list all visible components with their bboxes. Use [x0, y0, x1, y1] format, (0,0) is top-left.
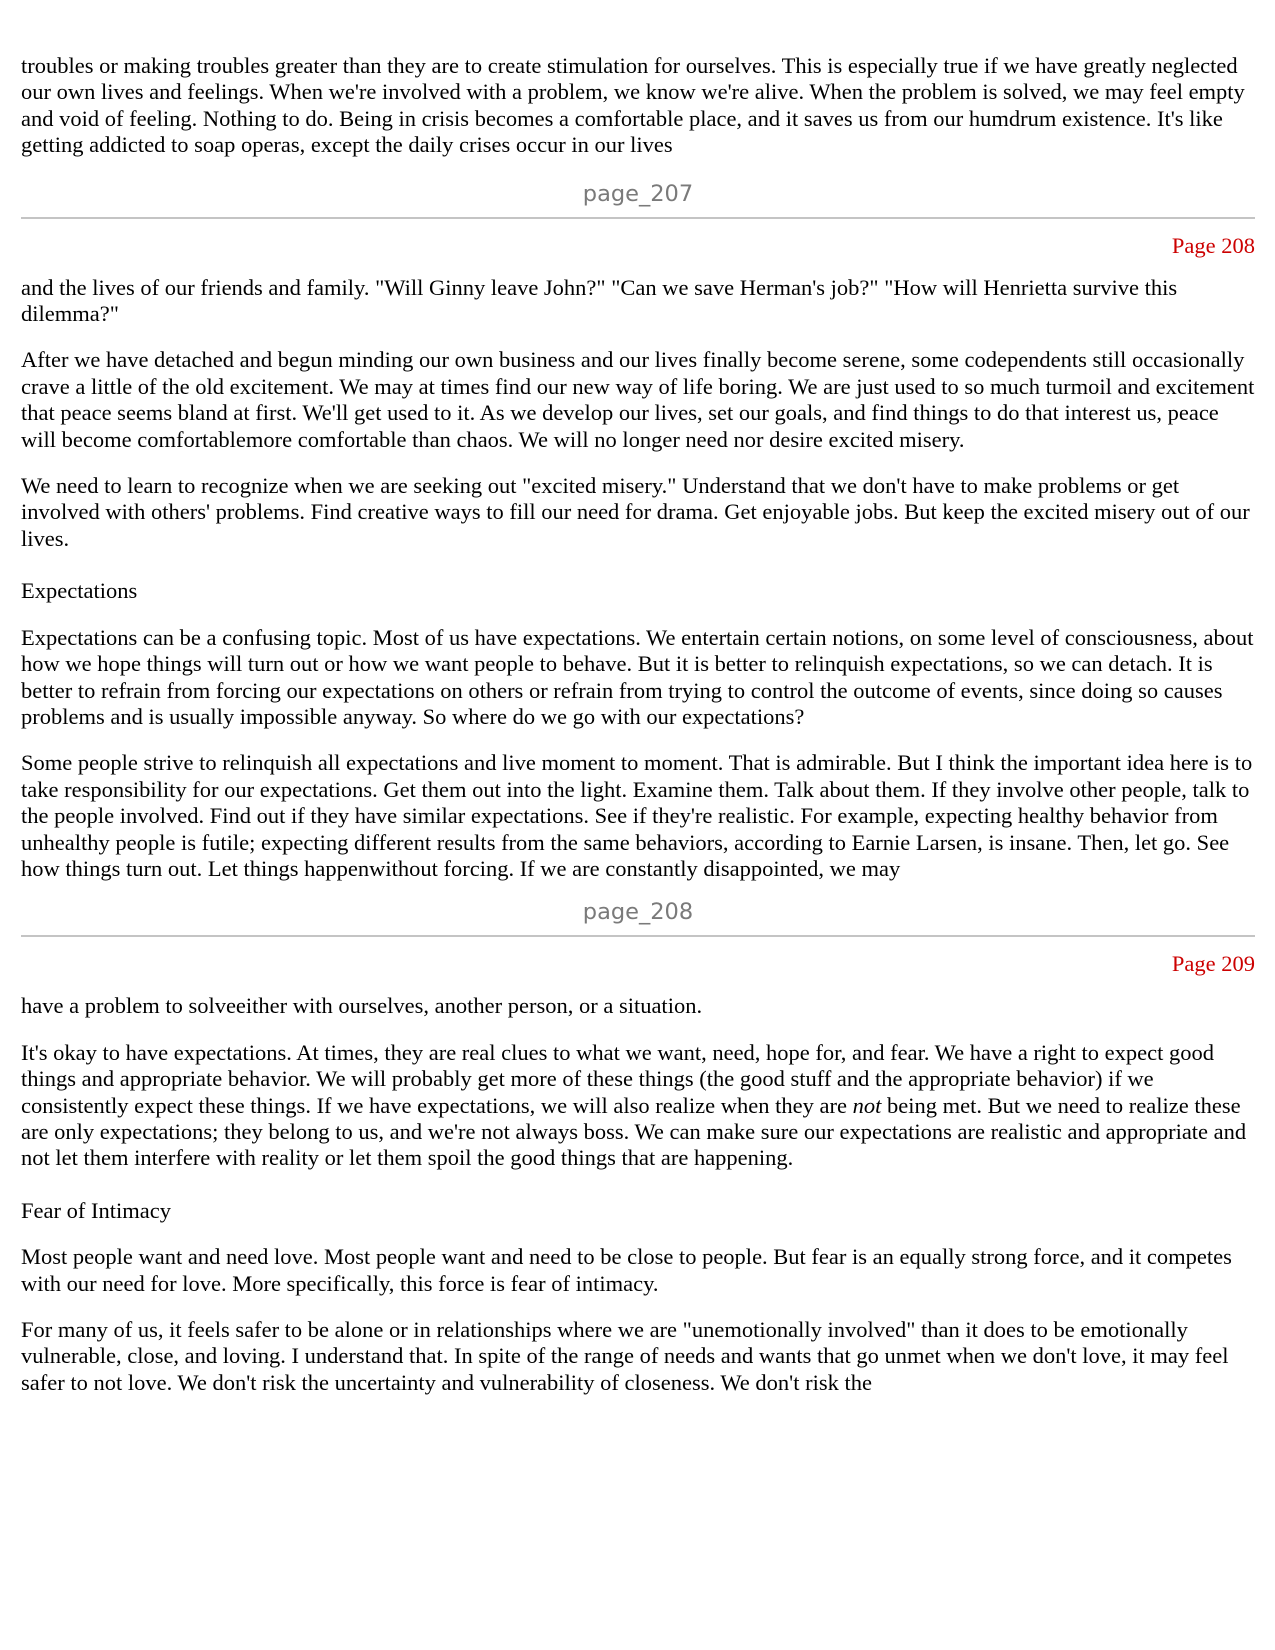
- paragraph-p208-2: After we have detached and begun minding our own business and our lives finally become serene, some codependents still occasionally crave a little of the old excitement. We may at times find our new way of life boring. We are just used to so much turmoil and excitement that peace seems bland at first. We'll get used to it. As we develop our lives, set our goals, and find things to do that interest us, peace will become comfortablemore comfortable than chaos. We will no longer need nor desire excited misery.: [21, 347, 1255, 452]
- document-page: [21, 53, 1255, 1396]
- paragraph-p209-3: Most people want and need love. Most people want and need to be close to people. But fear is an equally strong force, and it competes with our need for love. More specifically, this force is fear of intimacy.: [21, 1244, 1232, 1296]
- paragraph-p208-4: Expectations can be a confusing topic. Most of us have expectations. We entertain certain notions, on some level of consciousness, about how we hope things will turn out or how we want people to behave. But it is better to relinquish expectations, so we can detach. It is better to refrain from forcing our expectations on others or refrain from trying to control the outcome of events, since doing so causes problems and is usually impossible anyway. So where do we go with our expectations?: [21, 624, 1254, 729]
- page-break-label: page_207: [582, 180, 694, 207]
- page-number-208: Page 208: [1171, 232, 1255, 258]
- paragraph-p207-tail: troubles or making troubles greater than they are to create stimulation for ourselves. This is especially true if we have greatly neglected our own lives and feelings. When we're involved with a problem, we know we're alive. When the problem is solved, we may feel empty and void of feeling. Nothing to do. Being in crisis becomes a comfortable place, and it saves us from our humdrum existence. It's like getting addicted to soap operas, except the daily crises occur in our lives: [21, 53, 1245, 158]
- page-break-label: page_208: [582, 899, 694, 926]
- page-number-209: Page 209: [1171, 951, 1255, 977]
- page-break-rule: [21, 935, 1255, 937]
- paragraph-p209-4: For many of us, it feels safer to be alone or in relationships where we are "unemotionally involved" than it does to be emotionally vulnerable, close, and loving. I understand that. In spite of the range of needs and wants that go unmet when we don't love, it may feel safer to not love. We don't risk the uncertainty and vulnerability of closeness. We don't risk the: [21, 1317, 1229, 1395]
- paragraph-p208-3: We need to learn to recognize when we are seeking out "excited misery." Understand that we don't have to make problems or get involved with others' problems. Find creative ways to fill our need for drama. Get enjoyable jobs. But keep the excited misery out of our lives.: [21, 473, 1250, 551]
- page-break-rule: [21, 217, 1255, 219]
- section-heading-fear-of-intimacy: Fear of Intimacy: [21, 1197, 171, 1223]
- paragraph-p208-5: Some people strive to relinquish all expectations and live moment to moment. That is admirable. But I think the important idea here is to take responsibility for our expectations. Get them out into the light. Examine them. Talk about them. If they involve other people, talk to the people involved. Find out if they have similar expectations. See if they're realistic. For example, expecting healthy behavior from unhealthy people is futile; expecting different results from the same behaviors, according to Earnie Larsen, is insane. Then, let go. See how things turn out. Let things happenwithout forcing. If we are constantly disappointed, we may: [21, 750, 1253, 881]
- paragraph-p208-1: and the lives of our friends and family. "Will Ginny leave John?" "Can we save Herman's job?" "How will Henrietta survive this dilemma?": [21, 274, 1178, 327]
- section-heading-expectations: Expectations: [21, 578, 138, 604]
- text-run: It's okay to have expectations. At times, they are real clues to what we want, need, hope for, and fear. We have a right to expect good things and appropriate behavior. We will probably get more of these things (the good stuff and the appropriate behavior) if we consistently expect these things. If we have expectations, we will also realize when they are: [21, 1039, 1215, 1118]
- paragraph-p209-1: have a problem to solveeither with ourselves, another person, or a situation.: [21, 993, 703, 1019]
- paragraph-p209-2: [21, 1040, 1255, 1172]
- page-break-207: [21, 179, 1255, 219]
- emphasis-text: not: [852, 1092, 882, 1118]
- text-run: being met. But we need to realize these are only expectations; they belong to us, and we're not always boss. We can make sure our expectations are realistic and appropriate and not let them interfere with reality or let them spoil the good things that are happening.: [21, 1092, 1247, 1171]
- page-break-208: [21, 897, 1255, 937]
